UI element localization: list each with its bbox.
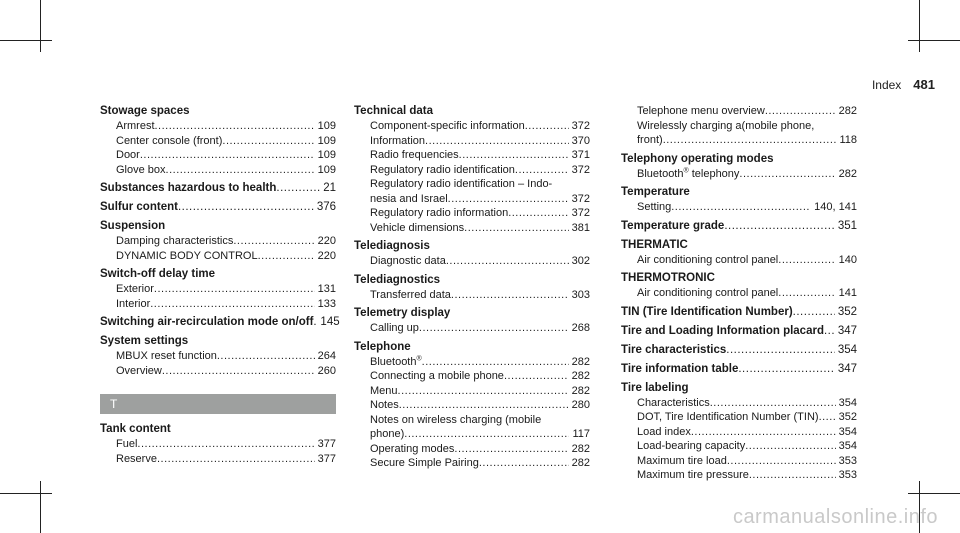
entry-title: Tank content [100, 423, 171, 435]
entry-title: Suspension [100, 220, 166, 232]
index-entry-tank [100, 422, 336, 466]
index-entry-sulfur[interactable]: Sulfur content ..... 376 [100, 200, 336, 215]
entry-title: Telephone [354, 340, 411, 353]
entry-title: Technical data [354, 105, 434, 117]
crop-mark [908, 493, 960, 494]
index-entry-telephone [354, 340, 590, 471]
page-header [872, 77, 935, 92]
entry-title: Telediagnostics [354, 273, 441, 286]
index-entry-suspension [100, 219, 336, 263]
section-title: Index [871, 78, 902, 92]
index-subentry[interactable]: Maximum tire pressure ..... 353 [621, 468, 857, 483]
index-subentry[interactable]: Fuel ..... 377 [100, 437, 336, 452]
letter-divider: T [100, 394, 336, 414]
index-subentry[interactable]: Notes on wireless charging (mobile phone) ..... 117 [354, 413, 590, 442]
index-subentry[interactable]: Center console (front) ..... 109 [100, 134, 336, 149]
crop-mark [40, 0, 41, 52]
index-entry-telephony [621, 152, 857, 182]
index-subentry[interactable]: Regulatory radio identification – Indo- nesia and Israel ..... 372 [354, 177, 590, 206]
index-entry-technical-data [354, 104, 590, 235]
index-entry-substances[interactable]: Substances hazardous to health ..... 21 [100, 181, 336, 196]
index-entry-tin[interactable]: TIN (Tire Identification Number) ..... 352 [621, 305, 857, 320]
entry-title: THERMOTRONIC [621, 272, 715, 284]
index-subentry[interactable]: Vehicle dimensions ..... 381 [354, 221, 590, 236]
index-subentry[interactable]: DYNAMIC BODY CONTROL ..... 220 [100, 249, 336, 264]
index-subentry[interactable]: Radio frequencies ..... 371 [354, 148, 590, 163]
index-subentry[interactable]: Load-bearing capacity ..... 354 [621, 439, 857, 454]
index-entry-switch-off [100, 267, 336, 311]
index-subentry[interactable]: Wirelessly charging a(mobile phone, front) ..... 118 [621, 119, 857, 148]
crop-mark [40, 481, 41, 533]
index-entry-tire-labeling [621, 381, 857, 483]
index-subentry[interactable]: Reserve ..... 377 [100, 452, 336, 467]
index-entry-telephone-continued [621, 104, 857, 148]
index-column-1 [100, 104, 340, 470]
crop-mark [919, 0, 920, 52]
index-column-2 [354, 104, 590, 475]
index-entry-stowage-spaces [100, 104, 336, 177]
index-subentry[interactable]: Operating modes ..... 282 [354, 442, 590, 457]
entry-title: THERMATIC [621, 238, 688, 251]
index-subentry[interactable]: MBUX reset function ..... 264 [100, 349, 336, 364]
index-subentry[interactable]: Bluetooth® telephony ..... 282 [621, 167, 857, 182]
entry-title: Temperature [621, 186, 690, 198]
index-entry-tire-loading[interactable]: Tire and Loading Information placard ..... 347 [621, 324, 857, 339]
index-entry-thermatic [621, 238, 857, 268]
index-subentry[interactable]: Interior ..... 133 [100, 297, 336, 312]
index-subentry[interactable]: Calling up ..... 268 [354, 321, 590, 336]
index-subentry[interactable]: Overview ..... 260 [100, 364, 336, 379]
entry-title: Telediagnosis [354, 240, 430, 252]
crop-mark [0, 40, 52, 41]
index-entry-system-settings [100, 334, 336, 378]
index-entry-tire-characteristics[interactable]: Tire characteristics ..... 354 [621, 343, 857, 358]
index-subentry[interactable]: Air conditioning control panel ..... 141 [621, 286, 857, 301]
index-subentry[interactable]: Regulatory radio information ..... 372 [354, 206, 590, 221]
index-entry-switching[interactable]: Switching air-recirculation mode on/off ..... 145 [100, 315, 336, 330]
index-subentry[interactable]: Component-specific information ..... 372 [354, 119, 590, 134]
index-subentry[interactable]: Glove box ..... 109 [100, 163, 336, 178]
index-subentry[interactable]: Armrest ..... 109 [100, 119, 336, 134]
index-subentry[interactable]: Characteristics ..... 354 [621, 396, 857, 411]
index-subentry[interactable]: Damping characteristics ..... 220 [100, 234, 336, 249]
entry-title: Switch-off delay time [100, 268, 216, 280]
index-entry-temperature [621, 185, 857, 215]
index-subentry[interactable]: Transferred data ..... 303 [354, 288, 590, 303]
entry-title: Stowage spaces [100, 105, 190, 117]
index-subentry[interactable]: Notes ..... 280 [354, 398, 590, 413]
crop-mark [0, 493, 52, 494]
crop-mark [908, 40, 960, 41]
index-column-3 [621, 104, 857, 487]
index-entry-temperature-grade[interactable]: Temperature grade ..... 351 [621, 219, 857, 234]
index-subentry[interactable]: Setting ..... 140, 141 [621, 200, 857, 215]
entry-title: Tire labeling [621, 381, 689, 394]
index-subentry[interactable]: Door ..... 109 [100, 148, 336, 163]
entry-title: Telemetry display [354, 307, 451, 319]
index-subentry[interactable]: Information ..... 370 [354, 134, 590, 149]
index-subentry[interactable]: DOT, Tire Identification Number (TIN) ..... 352 [621, 410, 857, 425]
index-subentry[interactable]: Regulatory radio identification ..... 372 [354, 163, 590, 178]
index-subentry[interactable]: Exterior ..... 131 [100, 282, 336, 297]
entry-title: Telephony operating modes [621, 152, 774, 165]
index-subentry[interactable]: Telephone menu overview ..... 282 [621, 104, 857, 119]
index-subentry[interactable]: Bluetooth® ..... 282 [354, 355, 590, 370]
index-entry-telemetry [354, 306, 590, 336]
index-subentry[interactable]: Maximum tire load ..... 353 [621, 454, 857, 469]
page-number: 481 [913, 77, 935, 92]
index-subentry[interactable]: Load index ..... 354 [621, 425, 857, 440]
index-subentry[interactable]: Air conditioning control panel ..... 140 [621, 253, 857, 268]
index-subentry[interactable]: Secure Simple Pairing ..... 282 [354, 456, 590, 471]
index-entry-telediagnostics [354, 273, 590, 303]
index-subentry[interactable]: Connecting a mobile phone ..... 282 [354, 369, 590, 384]
index-subentry[interactable]: Diagnostic data ..... 302 [354, 254, 590, 269]
index-entry-thermotronic [621, 271, 857, 301]
entry-title: System settings [100, 335, 189, 347]
index-entry-telediagnosis [354, 239, 590, 269]
watermark-text: carmanualsonline.info [732, 506, 938, 528]
index-entry-tire-information[interactable]: Tire information table ..... 347 [621, 362, 857, 377]
index-subentry[interactable]: Menu ..... 282 [354, 384, 590, 399]
